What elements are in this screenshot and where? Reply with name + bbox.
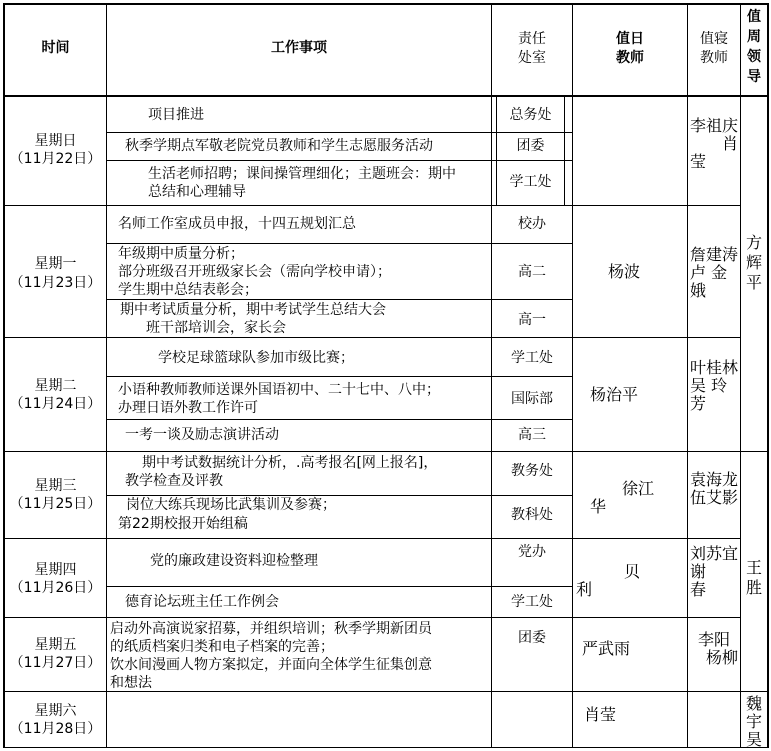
header-leader-char: 导 — [747, 69, 761, 85]
day-separator — [3, 451, 740, 452]
work-item: 德育论坛班主任工作例会 — [125, 594, 279, 610]
leader-char: 方 — [745, 233, 762, 252]
day-separator — [3, 538, 740, 539]
col-divider-5 — [740, 3, 741, 748]
leader-char: 宇 — [745, 712, 762, 731]
border-bottom — [3, 747, 769, 748]
day-name: 星期四 — [34, 562, 77, 578]
day-name: 星期二 — [34, 378, 77, 394]
work-item: 办理日语外教工作许可 — [118, 400, 258, 416]
dorm-teacher: 芳 — [690, 394, 707, 413]
day-date: （11月28日） — [9, 721, 102, 737]
work-item: 生活老师招聘；课间操管理细化；主题班会：期中 — [148, 166, 456, 182]
header-work: 工作事项 — [271, 40, 327, 56]
item-separator — [106, 419, 572, 420]
dorm-teacher: 卢 金 — [690, 263, 728, 282]
dept-cell: 团委 — [516, 138, 545, 154]
day-date: （11月25日） — [9, 496, 102, 512]
work-item: 第22期校报开始组稿 — [118, 516, 248, 532]
dept-cell: 教科处 — [511, 507, 553, 523]
work-item: 党的廉政建设资料迎检整理 — [150, 553, 318, 569]
dept-cell: 高一 — [518, 312, 546, 328]
day-date: （11月24日） — [9, 396, 102, 412]
header-dept-line2: 处室 — [518, 50, 546, 66]
dorm-teacher: 杨柳 — [706, 648, 739, 667]
header-teacher-line1: 值日 — [616, 31, 644, 47]
header-dorm-line1: 值寝 — [700, 31, 728, 47]
work-item: 饮水间漫画人物方案拟定，并面向全体学生征集创意 — [110, 657, 432, 673]
dept-cell: 学工处 — [511, 350, 553, 366]
dorm-teacher: 肖 — [722, 134, 739, 153]
day-date: （11月27日） — [9, 655, 102, 671]
duty-teacher: 严武雨 — [582, 639, 631, 658]
work-item: 学校足球篮球队参加市级比赛； — [158, 350, 354, 366]
work-item: 班干部培训会，家长会 — [146, 320, 286, 336]
work-item: 年级期中质量分析； — [118, 246, 244, 262]
work-item: 秋季学期点军敬老院党员教师和学生志愿服务活动 — [125, 138, 433, 154]
duty-teacher: 利 — [576, 580, 593, 599]
duty-teacher: 徐江 — [622, 479, 655, 498]
dorm-teacher: 袁海龙 — [690, 470, 739, 489]
work-item: 总结和心理辅导 — [148, 184, 246, 200]
item-separator — [106, 243, 572, 244]
dept-cell: 教务处 — [511, 463, 553, 479]
duty-teacher: 肖莹 — [584, 705, 617, 724]
day-name: 星期日 — [34, 133, 77, 149]
day-separator — [3, 205, 740, 206]
day-date: （11月22日） — [9, 151, 102, 167]
dept-cell: 学工处 — [509, 174, 552, 190]
work-item: 的纸质档案归类和电子档案的完善； — [110, 639, 334, 655]
dorm-teacher: 春 — [690, 580, 707, 599]
leader-char: 辉 — [745, 253, 762, 272]
dept-cell: 国际部 — [511, 391, 553, 407]
dept-cell: 团委 — [518, 630, 546, 646]
dept-cell: 校办 — [518, 216, 546, 232]
dorm-teacher: 吴 玲 — [690, 376, 728, 395]
duty-teacher: 杨治平 — [590, 385, 639, 404]
day-date: （11月23日） — [9, 275, 102, 291]
day-name: 星期六 — [34, 703, 77, 719]
work-item: 项目推进 — [148, 107, 204, 123]
leader-char: 魏 — [745, 694, 762, 713]
item-separator — [106, 160, 572, 161]
dorm-teacher: 刘苏宜 — [690, 544, 739, 563]
header-leader-char: 值 — [747, 9, 761, 25]
leader-char: 平 — [745, 273, 762, 292]
dorm-teacher: 莹 — [690, 152, 707, 171]
item-separator — [106, 132, 572, 133]
day-separator — [3, 337, 740, 338]
work-item: 期中考试数据统计分析，.高考报名[网上报名]， — [142, 455, 438, 471]
dept-cell: 高二 — [518, 264, 546, 280]
leader-separator — [740, 451, 769, 452]
day-date: （11月26日） — [9, 580, 102, 596]
item-separator — [106, 376, 572, 377]
work-item: 岗位大练兵现场比武集训及参赛； — [126, 497, 336, 513]
header-dept-line1: 责任 — [518, 31, 546, 47]
duty-teacher: 华 — [590, 497, 607, 516]
border-top — [3, 3, 769, 5]
col-divider-4 — [687, 3, 688, 748]
header-teacher-line2: 教师 — [616, 50, 644, 66]
leader-char: 昊 — [745, 730, 762, 749]
dorm-teacher: 李祖庆 — [690, 116, 739, 135]
dorm-teacher: 伍艾影 — [690, 488, 739, 507]
header-dorm-line2: 教师 — [700, 50, 728, 66]
item-separator — [106, 495, 572, 496]
work-item: 启动外高演说家招募，并组织培训；秋季学期新团员 — [110, 621, 432, 637]
leader-char: 王 — [745, 558, 762, 577]
header-leader-char: 周 — [747, 29, 761, 45]
duty-teacher: 贝 — [624, 562, 641, 581]
item-separator — [106, 586, 572, 587]
dorm-teacher: 叶桂林 — [690, 358, 739, 377]
leader-char: 胜 — [745, 578, 762, 597]
work-item: 教学检查及评教 — [125, 473, 223, 489]
dorm-teacher: 李阳 — [698, 630, 731, 649]
header-leader-char: 领 — [747, 49, 761, 65]
col-divider-3 — [572, 3, 573, 748]
dept-cell: 高三 — [518, 427, 546, 443]
day-separator — [3, 617, 740, 618]
day-name: 星期三 — [34, 478, 77, 494]
work-item: 学生期中总结表彰会； — [118, 282, 258, 298]
work-item: 名师工作室成员申报，十四五规划汇总 — [118, 216, 356, 232]
day-name: 星期五 — [34, 637, 77, 653]
work-item: 部分班级召开班级家长会（需向学校申请）； — [118, 264, 391, 280]
work-item: 小语种教师教师送课外国语初中、二十七中、八中； — [118, 382, 440, 398]
dept-cell: 党办 — [518, 544, 546, 560]
day-name: 星期一 — [34, 256, 77, 272]
dept-cell: 学工处 — [511, 594, 553, 610]
item-separator — [106, 299, 572, 300]
dorm-teacher: 詹建涛 — [690, 245, 739, 264]
dept-inner-border — [564, 97, 565, 205]
header-time: 时间 — [41, 40, 70, 56]
work-item: 一考一谈及励志演讲活动 — [125, 427, 279, 443]
dorm-teacher: 谢 — [690, 562, 707, 581]
dept-cell: 总务处 — [509, 107, 552, 123]
border-right — [767, 3, 769, 748]
work-item: 和想法 — [110, 675, 152, 691]
work-item: 期中考试质量分析，期中考试学生总结大会 — [120, 302, 386, 318]
duty-teacher: 杨波 — [608, 262, 641, 281]
dorm-teacher: 娥 — [690, 281, 707, 300]
header-divider — [3, 95, 769, 97]
